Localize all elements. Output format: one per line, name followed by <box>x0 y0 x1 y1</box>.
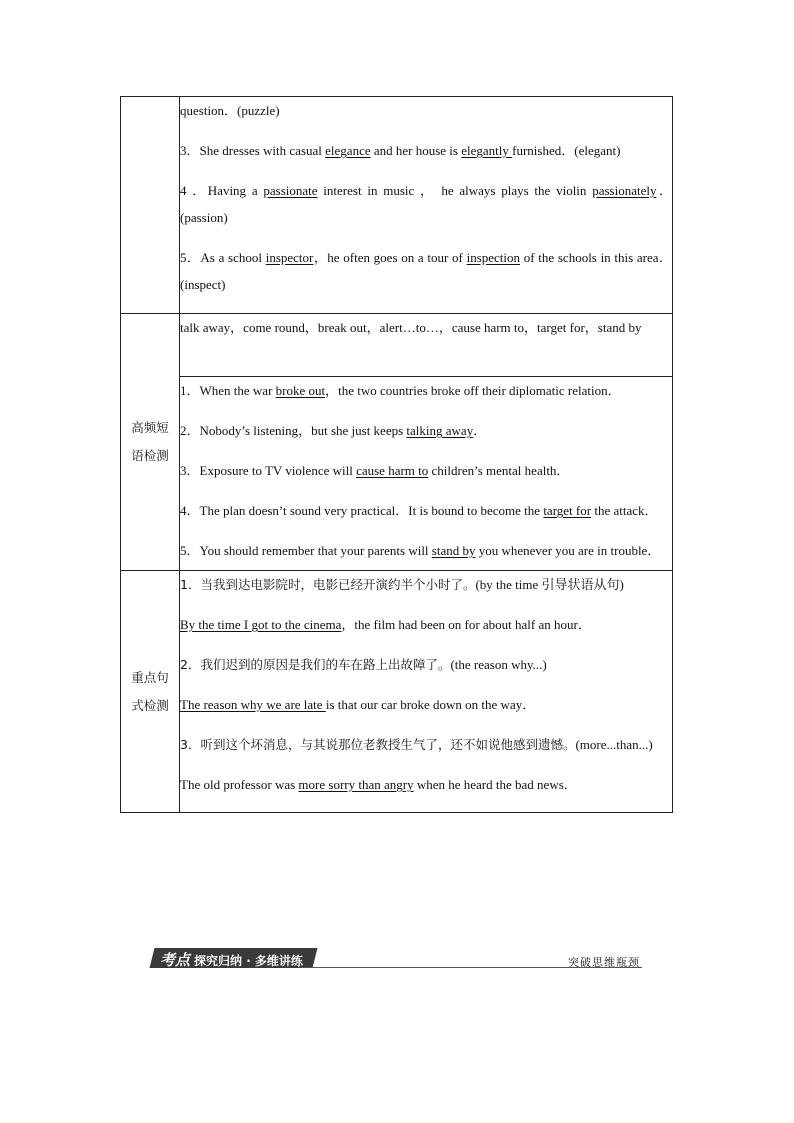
phrase-item-3: 3．Exposure to TV violence will cause harm to children’s mental health． <box>180 463 570 478</box>
row-phrases-list <box>121 314 673 377</box>
answer-blank: target for <box>543 503 592 518</box>
exercise-table <box>120 96 673 813</box>
label-line: 高频短 <box>131 420 169 435</box>
label-line: 语检测 <box>131 448 169 463</box>
sentence-answer-3: The old professor was more sorry than angry when he heard the bad news． <box>180 777 577 792</box>
answer-blank: more sorry than angry <box>298 777 414 792</box>
answer-blank: passionately <box>592 183 657 198</box>
answer-blank: stand by <box>431 543 476 558</box>
phrase-item-2: 2．Nobody’s listening，but she just keeps talking away． <box>180 423 487 438</box>
vocab-cell <box>180 97 673 314</box>
phrase-item-5: 5．You should remember that your parents will stand by you whenever you are in trouble． <box>180 543 661 558</box>
item-3: 3．She dresses with casual elegance and her house is elegantly furnished．(elegant) <box>180 143 621 158</box>
answer-blank: inspection <box>466 250 521 265</box>
label-line: 式检测 <box>131 697 169 713</box>
row-vocab-continued <box>121 97 673 314</box>
sentence-answer-2: The reason why we are late is that our car broke down on the way． <box>180 697 536 712</box>
answer-blank: elegance <box>325 143 371 158</box>
phrase-items-cell <box>180 377 673 571</box>
row-label-phrases <box>121 314 180 571</box>
section-banner <box>150 946 644 972</box>
phrase-item-4: 4．The plan doesn’t sound very practical．It is bound to become the target for the attack． <box>180 503 658 518</box>
sentence-prompt-1: 1．当我到达电影院时，电影已经开演约半个小时了。(by the time 引导状语从句) <box>180 577 624 592</box>
answer-blank: elegantly <box>461 143 513 158</box>
answer-blank: talking away <box>406 423 474 438</box>
answer-blank: By the time I got to the cinema <box>180 617 342 632</box>
row-sentences <box>121 571 673 813</box>
item-2-continued: question．(puzzle) <box>180 103 280 118</box>
sentence-answer-1: By the time I got to the cinema，the film had been on for about half an hour． <box>180 617 591 632</box>
answer-blank: inspector <box>265 250 314 265</box>
banner-right-text: 突破思维瓶颈 <box>568 956 640 969</box>
sentence-prompt-2: 2．我们迟到的原因是我们的车在路上出故障了。(the reason why...) <box>180 657 547 672</box>
phrase-item-1: 1．When the war broke out，the two countries broke off their diplomatic relation． <box>180 383 621 398</box>
banner-label: 考点 探究归纳 · 多维讲练 <box>160 951 303 969</box>
row-phrases-items <box>121 377 673 571</box>
item-4: 4 ．Having a passionate interest in music ， he always plays the violin passionately．(passion) <box>180 183 672 225</box>
answer-blank: passionate <box>263 183 318 198</box>
sentence-cell <box>180 571 673 813</box>
label-line: 重点句 <box>131 669 169 685</box>
sentence-prompt-3: 3．听到这个坏消息，与其说那位老教授生气了，还不如说他感到遗憾。(more...than...) <box>180 737 653 752</box>
answer-blank: The reason why we are late <box>180 697 326 712</box>
row-label-sentences <box>121 571 180 813</box>
item-5: 5．As a school inspector，he often goes on a tour of inspection of the schools in this area．(inspect) <box>180 250 672 292</box>
answer-blank: cause harm to <box>356 463 429 478</box>
phrase-bank <box>180 314 673 377</box>
answer-blank: broke out <box>275 383 326 398</box>
phrase-list: talk away，come round，break out，alert…to…，cause harm to，target for，stand by <box>180 320 642 335</box>
row-label-empty <box>121 97 180 314</box>
